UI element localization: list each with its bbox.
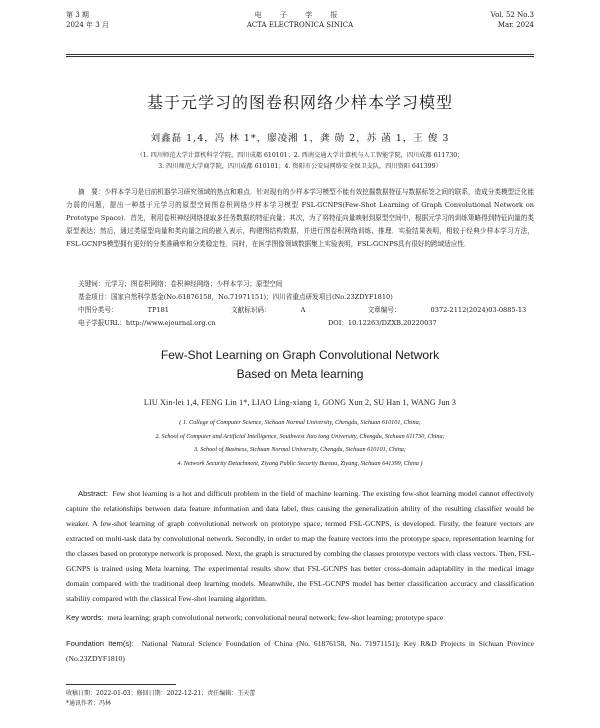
volume-number: Vol. 52 No.3 <box>490 11 534 19</box>
issue-cn: 第 3 期 <box>66 11 89 19</box>
abstract-cn <box>66 186 534 251</box>
article-no-field <box>368 306 557 314</box>
header-center <box>66 10 534 30</box>
doc-code-label: 文献标识码： <box>231 306 271 314</box>
affiliation-line: 2. School of Computer and Artificial Intelligence, Southwest Jiao tong University, Chengdu, Sichuan 611730, China; <box>155 432 445 440</box>
paper-title-en <box>0 346 600 384</box>
paper-title-cn: 基于元学习的图卷积网络少样本学习模型 <box>146 93 453 112</box>
affiliation-line: 3. School of Business, Sichuan Normal University, Chengdu, Sichuan 610101, China; <box>194 446 406 453</box>
fund-text-en: National Natural Science Foundation of China (No. 61876158, No. 71971151); Key R&D Projects in Sichuan Province (No.23ZDYF1810) <box>66 639 535 663</box>
running-header <box>66 10 534 40</box>
doi-label: DOI： <box>328 319 348 327</box>
affiliations-cn <box>66 150 534 172</box>
fund-text-cn: 国家自然科学基金(No.61876158，No.71971151)；四川省重点研发项目(No.23ZDYF1810) <box>110 293 393 301</box>
keywords-text-cn: 元学习；图卷积网络；卷积神经网络；少样本学习；原型空间 <box>104 280 283 288</box>
title-line-1: Few-Shot Learning on Graph Convolutional Network <box>160 348 440 362</box>
doc-code-value: A <box>300 306 306 314</box>
date-cn: 2024 年 3 月 <box>66 21 109 29</box>
date-en: Mar. 2024 <box>497 21 534 29</box>
doi-link[interactable]: 10.12263/DZXB.20220037 <box>347 319 437 327</box>
keywords-text-en: meta learning; graph convolutional network; convolutional neural network; few-shot learning; prototype space <box>107 613 444 622</box>
classification-row <box>78 304 586 314</box>
url-doi-row <box>78 317 534 327</box>
clc-label: 中图分类号： <box>78 306 118 314</box>
article-no-label: 文章编号： <box>367 306 401 314</box>
affiliation-line: 4. Network Security Detachment, Ziyang Public Security Bureau, Ziyang, Sichuan 641399, China ) <box>177 459 423 467</box>
article-no-value: 0372-2112(2024)03-0885-13 <box>430 306 527 314</box>
header-rule <box>66 54 534 55</box>
clc-value: TP181 <box>147 306 169 314</box>
fund-cn <box>78 291 534 304</box>
abstract-label-en: Abstract: <box>78 489 108 498</box>
abstract-text-en: Few shot learning is a hot and difficult problem in the field of machine learning. The existing few-shot learning model cannot effectively capture the relationships between data feature information and data label, thus causing the generalization ability of the resulting classifier would be weaker. A few-shot learning of graph convolutional network on prototype space, termed FSL-GCNPS, is developed. Firstly, the feature vectors are extracted on multi-task data by convolutional network. Secondly, in order to map the feature vectors into the prototype space, representation learning for the classes based on prototype network is proposed. Next, the graph is structured by combing the classes prototype vectors with class vectors. Then, FSL-GCNPS is trained using Meta learning. The experimental results show that FSL-GCNPS has better cross-domain adaptability in the medical image domain compared with the traditional deep learning models. Meanwhile, the FSL-GCNPS model has better classification accuracy and classification stability compared with the classical Few-shot learning algorithm. <box>66 489 535 603</box>
footnote-corresponding: *通讯作者：冯林 <box>66 700 112 707</box>
affiliation-line: ( 1. College of Computer Science, Sichuan Normal University, Chengdu, Sichuan 610101, China; <box>179 419 421 426</box>
url-label: 电子学报URL： <box>78 319 126 327</box>
abstract-label-cn: 摘 要： <box>78 188 105 196</box>
journal-url-link[interactable]: http://www.ejournal.org.cn <box>125 319 216 327</box>
affiliation-line: 3. 四川师范大学商学院，四川成都 610101；4. 资阳市公安局网络安全保卫支队，四川资阳 641399） <box>158 163 442 170</box>
fund-label-cn: 基金项目： <box>78 293 111 301</box>
abstract-en <box>66 486 534 606</box>
fund-label-en: Foundation Item(s): <box>66 639 134 648</box>
doc-code-field <box>231 306 335 314</box>
journal-name-en: ACTA ELECTRONICA SINICA <box>246 21 354 29</box>
header-rule-thin <box>66 56 534 57</box>
abstract-text-cn: 少样本学习是目前机器学习研究领域的热点和难点．针对现有的少样本学习模型不能有效挖掘数据特征与数据标签之间的联系，造成分类模型泛化能力弱的问题，提出一种基于元学习的原型空间图卷积网络少样本学习模型 FSL-GCNPS(Few-Shot Learning of Graph Convolutional Network on Prototype Space)．首先，利用卷积神经网络提取多任务数据的特征向量；其次，为了将特征向量映射到原型空间中，根据元学习的训练策略得到特征向量的类原型表达；然后，通过类原型向量和类向量之间的嵌入表示，构建图结构数据，并进行图卷积网络训练、推理．实验结果表明，相较于经典少样本学习方法，FSL-GCNPS模型拥有更好的分类准确率和分类稳定性．同时，在医学图像领域数据集上实验表明，FSL-GCNPS具有很好的跨域适应性． <box>66 188 534 248</box>
author-list-en: LIU Xin-lei 1,4, FENG Lin 1*, LIAO Ling-xiang 1, GONG Xun 2, SU Han 1, WANG Jun 3 <box>143 398 457 407</box>
affiliation-line: （1. 四川师范大学计算机科学学院，四川成都 610101；2. 西南交通大学计算机与人工智能学院，四川成都 611730； <box>136 152 464 159</box>
affiliations-en <box>66 416 534 470</box>
header-right <box>491 10 534 30</box>
journal-name-cn: 电 子 学 报 <box>254 11 346 19</box>
clc-field <box>78 306 199 314</box>
keywords-label-en: Key words: <box>66 613 104 622</box>
footnote-rule <box>66 684 176 685</box>
footnote-received: 收稿日期：2022-01-03；修回日期：2022-12-21；责任编辑：王天蕾 <box>66 690 256 697</box>
keywords-en <box>66 610 534 625</box>
keywords-label-cn: 关键词： <box>78 280 105 288</box>
keywords-cn <box>78 278 534 291</box>
doi-field <box>328 317 437 327</box>
author-list-cn: 刘鑫磊 1,4，冯 林 1*，廖凌湘 1，龚 勋 2，苏 菡 1，王 俊 3 <box>150 133 450 144</box>
title-line-2: Based on Meta learning <box>236 367 364 381</box>
fund-en <box>66 636 534 666</box>
url-field <box>78 319 216 327</box>
